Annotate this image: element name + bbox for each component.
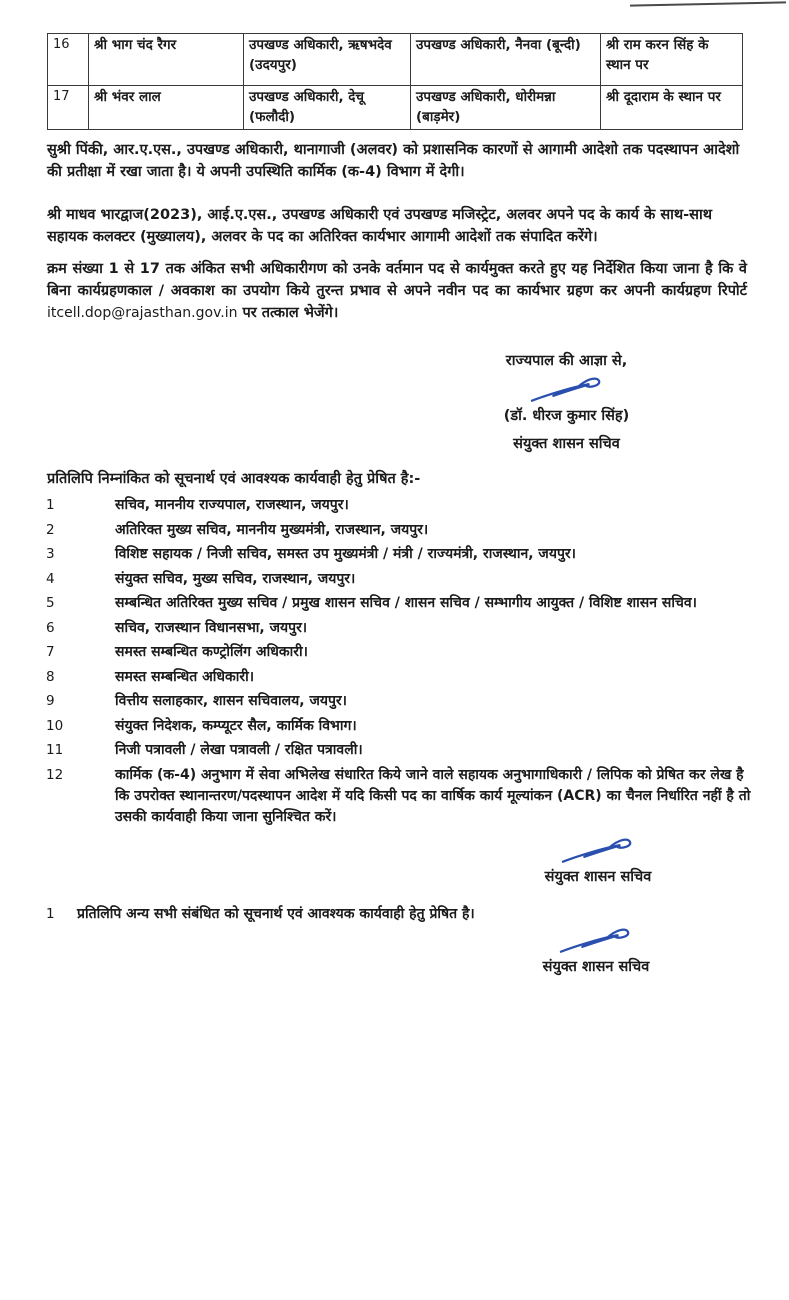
signatory-designation: संयुक्त शासन सचिव xyxy=(513,436,620,452)
copy-item xyxy=(46,544,758,564)
transfer-table xyxy=(47,33,743,130)
copy-item xyxy=(46,520,758,540)
copy-item-number: 3 xyxy=(46,546,55,562)
copy-item-text: वित्तीय सलाहकार, शासन सचिवालय, जयपुर। xyxy=(115,693,347,709)
new-post: उपखण्ड अधिकारी, धोरीमन्ना (बाड़मेर) xyxy=(411,86,601,130)
footer-note-text: प्रतिलिपि अन्य सभी संबंधित को सूचनार्थ एवं आवश्यक कार्यवाही हेतु प्रेषित है। xyxy=(77,906,475,922)
order-paragraph-awaiting-posting: सुश्री पिंकी, आर.ए.एस., उपखण्ड अधिकारी, थानागाजी (अलवर) को प्रशासनिक कारणों से आगामी आदेशो तक पदस्थापन आदेशो की प्रतीक्षा में रखा जाता है। ये अपनी उपस्थिति कार्मिक (क-4) विभाग में देगी। xyxy=(47,142,740,180)
vice-officer: श्री राम करन सिंह के स्थान पर xyxy=(601,34,743,86)
copy-item-text: सचिव, राजस्थान विधानसभा, जयपुर। xyxy=(115,619,308,636)
signature-block-footer xyxy=(530,926,662,978)
table-row xyxy=(48,34,743,86)
copy-item xyxy=(46,618,758,638)
copy-list-heading: प्रतिलिपि निम्नांकित को सूचनार्थ एवं आवश्यक कार्यवाही हेतु प्रेषित है:- xyxy=(47,471,421,487)
signature-ink xyxy=(558,926,634,956)
copy-item-text: संयुक्त निदेशक, कम्प्यूटर सैल, कार्मिक विभाग। xyxy=(115,717,357,734)
signatory-name: (डॉ. धीरज कुमार सिंह) xyxy=(503,408,630,424)
copy-item xyxy=(46,642,758,662)
copy-item-number: 4 xyxy=(46,570,55,587)
serial-number: 16 xyxy=(48,34,89,86)
signature-ink xyxy=(529,375,605,405)
footer-copy-note xyxy=(46,904,746,924)
vice-officer: श्री दूदाराम के स्थान पर xyxy=(601,86,743,130)
table-row xyxy=(48,86,743,130)
by-order-text: राज्यपाल की आज्ञा से, xyxy=(505,353,628,369)
copy-item-number: 1 xyxy=(46,497,55,513)
copy-item-text: संयुक्त सचिव, मुख्य सचिव, राजस्थान, जयपुर। xyxy=(115,570,356,587)
copy-item-number: 10 xyxy=(46,717,64,734)
signature-block-primary xyxy=(484,351,649,455)
copy-item-number: 7 xyxy=(46,644,55,660)
copy-item xyxy=(46,691,758,711)
copy-item-number: 5 xyxy=(46,595,55,611)
copy-item xyxy=(46,765,758,828)
copy-item-number: 9 xyxy=(46,693,55,709)
copy-item xyxy=(46,667,758,687)
copy-item xyxy=(46,716,758,736)
copy-item-number: 12 xyxy=(46,766,64,783)
signature-ink xyxy=(560,836,636,866)
copy-item-text: अतिरिक्त मुख्य सचिव, माननीय मुख्यमंत्री, राजस्थान, जयपुर। xyxy=(115,521,429,538)
copy-item xyxy=(46,495,758,515)
copy-item-text: निजी पत्रावली / लेखा पत्रावली / रक्षित पत्रावली। xyxy=(115,742,363,758)
serial-number: 17 xyxy=(48,86,89,130)
joining-report-email: itcell.dop@rajasthan.gov.in xyxy=(47,305,238,321)
officer-name: श्री भाग चंद रैगर xyxy=(89,34,244,86)
copy-item xyxy=(46,569,758,589)
officer-name: श्री भंवर लाल xyxy=(89,86,244,130)
copy-item-text: सम्बन्धित अतिरिक्त मुख्य सचिव / प्रमुख शासन सचिव / शासन सचिव / सम्भागीय आयुक्त / विशिष्ट शासन सचिव। xyxy=(115,595,697,611)
copy-item-text: समस्त सम्बन्धित अधिकारी। xyxy=(115,668,255,685)
copy-item-text: विशिष्ट सहायक / निजी सचिव, समस्त उप मुख्यमंत्री / मंत्री / राज्यमंत्री, राजस्थान, जयपुर। xyxy=(115,546,576,562)
order-paragraph-joining-instruction xyxy=(47,258,747,324)
joining-instruction-tail: पर तत्काल भेजेंगे। xyxy=(237,305,339,321)
copy-item-number: 6 xyxy=(46,619,55,636)
copy-item xyxy=(46,593,758,613)
copy-item-number: 11 xyxy=(46,742,64,758)
copy-item-text: समस्त सम्बन्धित कण्ट्रोलिंग अधिकारी। xyxy=(115,644,308,660)
scan-edge-line xyxy=(630,1,786,6)
order-paragraph-additional-charge: श्री माधव भारद्वाज(2023), आई.ए.एस., उपखण्ड अधिकारी एवं उपखण्ड मजिस्ट्रेट, अलवर अपने पद के कार्य के साथ-साथ सहायक कलक्टर (मुख्यालय), अलवर के पद का अतिरिक्त कार्यभार आगामी आदेशों तक संपादित करेंगे। xyxy=(47,207,712,245)
copy-item-number: 2 xyxy=(46,521,55,538)
signatory-designation: संयुक्त शासन सचिव xyxy=(542,959,650,975)
joining-instruction-text: क्रम संख्या 1 से 17 तक अंकित सभी अधिकारीगण को उनके वर्तमान पद से कार्यमुक्त करते हुए यह निर्देशित किया जाना है कि वे बिना कार्यग्रहणकाल / अवकाश का उपयोग किये तुरन्त प्रभाव से अपने नवीन पद का कार्यभार ग्रहण कर अपनी कार्यग्रहण रिपोर्ट xyxy=(47,261,747,299)
new-post: उपखण्ड अधिकारी, नैनवा (बून्दी) xyxy=(411,34,601,86)
signatory-designation: संयुक्त शासन सचिव xyxy=(544,869,652,885)
signature-block-secondary xyxy=(532,836,664,888)
copy-item xyxy=(46,740,758,760)
current-post: उपखण्ड अधिकारी, ऋषभदेव (उदयपुर) xyxy=(244,34,411,86)
copy-item-text: सचिव, माननीय राज्यपाल, राजस्थान, जयपुर। xyxy=(115,497,349,513)
copy-distribution-list xyxy=(46,495,758,832)
copy-item-text: कार्मिक (क-4) अनुभाग में सेवा अभिलेख संधारित किये जाने वाले सहायक अनुभागाधिकारी / लिपिक को प्रेषित कर लेख है कि उपरोक्त स्थानान्तरण/पदस्थापन आदेश में यदि किसी पद का वार्षिक कार्य मूल्यांकन (ACR) का चैनल निर्धारित नहीं है तो उसकी कार्यवाही किया जाना सुनिश्चित करें। xyxy=(115,766,751,825)
copy-item-number: 8 xyxy=(46,668,55,685)
footer-note-number: 1 xyxy=(46,906,55,922)
current-post: उपखण्ड अधिकारी, देचू (फलौदी) xyxy=(244,86,411,130)
